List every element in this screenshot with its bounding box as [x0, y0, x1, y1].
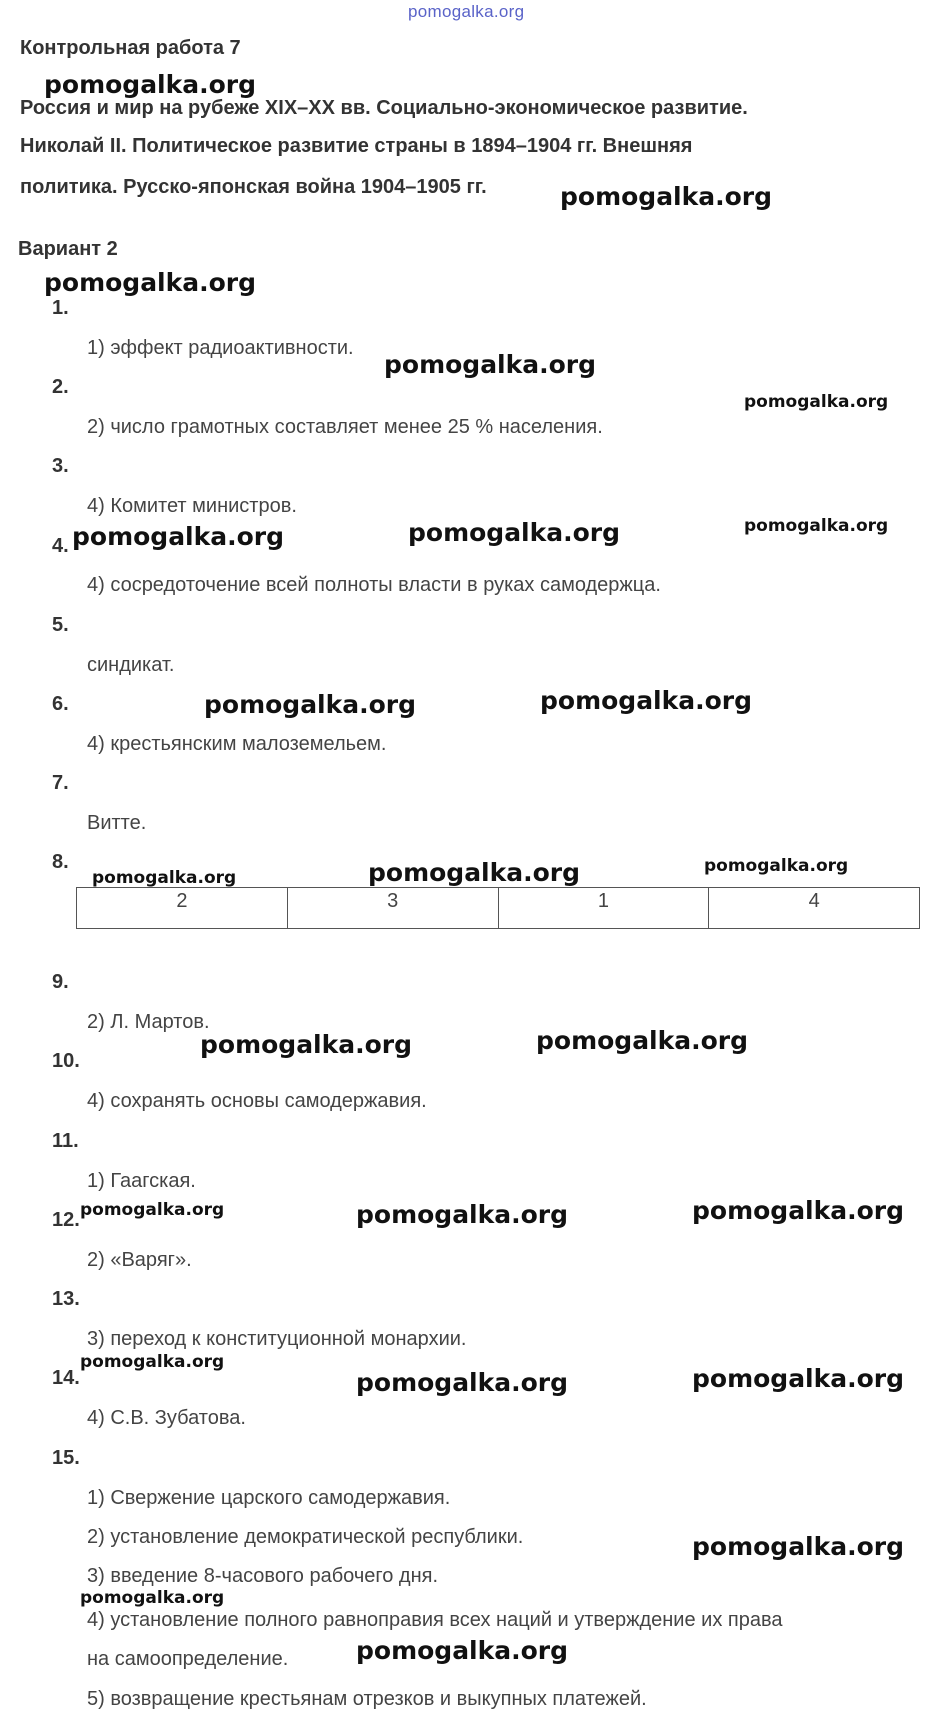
watermark: pomogalka.org [692, 1364, 905, 1393]
answer-text: 1) эффект радиоактивности. [87, 337, 354, 359]
table-cell: 3 [287, 888, 498, 929]
question-number: 13. [52, 1288, 80, 1310]
answer-text: 1) Гаагская. [87, 1170, 196, 1192]
watermark: pomogalka.org [80, 1588, 225, 1608]
answer-text: Витте. [87, 812, 147, 834]
watermark: pomogalka.org [44, 268, 257, 297]
site-watermark-top: pomogalka.org [408, 2, 525, 21]
answer-text: 3) переход к конституционной монархии. [87, 1328, 467, 1350]
answer-line: 3) введение 8-часового рабочего дня. [87, 1565, 439, 1587]
table-cell: 2 [77, 888, 288, 929]
question-number: 9. [52, 971, 69, 993]
watermark: pomogalka.org [536, 1026, 749, 1055]
question-number: 2. [52, 376, 69, 398]
answer-line: 2) установление демократической республики. [87, 1526, 524, 1548]
topic-line-2: Николай II. Политическое развитие страны в 1894–1904 гг. Внешняя [20, 135, 693, 157]
watermark: pomogalka.org [356, 1200, 569, 1229]
watermark: pomogalka.org [560, 182, 773, 211]
topic-line-1: Россия и мир на рубеже XIX–XX вв. Социально-экономическое развитие. [20, 97, 748, 119]
watermark: pomogalka.org [744, 392, 889, 412]
watermark: pomogalka.org [540, 686, 753, 715]
watermark: pomogalka.org [72, 522, 285, 551]
answer-text: 2) число грамотных составляет менее 25 % населения. [87, 416, 603, 438]
watermark: pomogalka.org [356, 1636, 569, 1665]
question-number: 8. [52, 851, 69, 873]
question-number: 1. [52, 297, 69, 319]
answer-line: на самоопределение. [87, 1648, 289, 1670]
work-title: Контрольная работа 7 [20, 37, 241, 59]
question-number: 11. [52, 1130, 79, 1152]
table-cell: 4 [709, 888, 920, 929]
watermark: pomogalka.org [384, 350, 597, 379]
answer-text: 4) Комитет министров. [87, 495, 297, 517]
answer-line: 4) установление полного равноправия всех наций и утверждение их права [87, 1609, 783, 1631]
sequence-table [76, 887, 920, 929]
answer-text: 4) сосредоточение всей полноты власти в руках самодержца. [87, 574, 661, 596]
watermark: pomogalka.org [92, 868, 237, 888]
watermark: pomogalka.org [200, 1030, 413, 1059]
question-number: 15. [52, 1447, 80, 1469]
table-row [77, 888, 920, 929]
watermark: pomogalka.org [80, 1352, 225, 1372]
answer-text: 2) Л. Мартов. [87, 1011, 210, 1033]
answer-text: 2) «Варяг». [87, 1249, 192, 1271]
watermark: pomogalka.org [692, 1196, 905, 1225]
question-number: 6. [52, 693, 69, 715]
watermark: pomogalka.org [368, 858, 581, 887]
answer-text: 4) крестьянским малоземельем. [87, 733, 387, 755]
answer-text: 4) сохранять основы самодержавия. [87, 1090, 427, 1112]
watermark: pomogalka.org [408, 518, 621, 547]
question-number: 7. [52, 772, 69, 794]
watermark: pomogalka.org [204, 690, 417, 719]
answer-line: 1) Свержение царского самодержавия. [87, 1487, 451, 1509]
answer-text: 4) С.В. Зубатова. [87, 1407, 246, 1429]
answer-line: 5) возвращение крестьянам отрезков и выкупных платежей. [87, 1688, 647, 1710]
question-number: 5. [52, 614, 69, 636]
watermark: pomogalka.org [80, 1200, 225, 1220]
question-number: 3. [52, 455, 69, 477]
watermark: pomogalka.org [704, 856, 849, 876]
topic-line-3: политика. Русско-японская война 1904–1905 гг. [20, 176, 487, 198]
watermark: pomogalka.org [692, 1532, 905, 1561]
question-number: 10. [52, 1050, 80, 1072]
variant-label: Вариант 2 [18, 238, 118, 260]
question-number: 4. [52, 535, 69, 557]
answer-text: синдикат. [87, 654, 175, 676]
watermark: pomogalka.org [356, 1368, 569, 1397]
question-number: 12. [52, 1209, 80, 1231]
question-number: 14. [52, 1367, 80, 1389]
table-cell: 1 [498, 888, 709, 929]
watermark: pomogalka.org [744, 516, 889, 536]
watermark: pomogalka.org [44, 70, 257, 99]
